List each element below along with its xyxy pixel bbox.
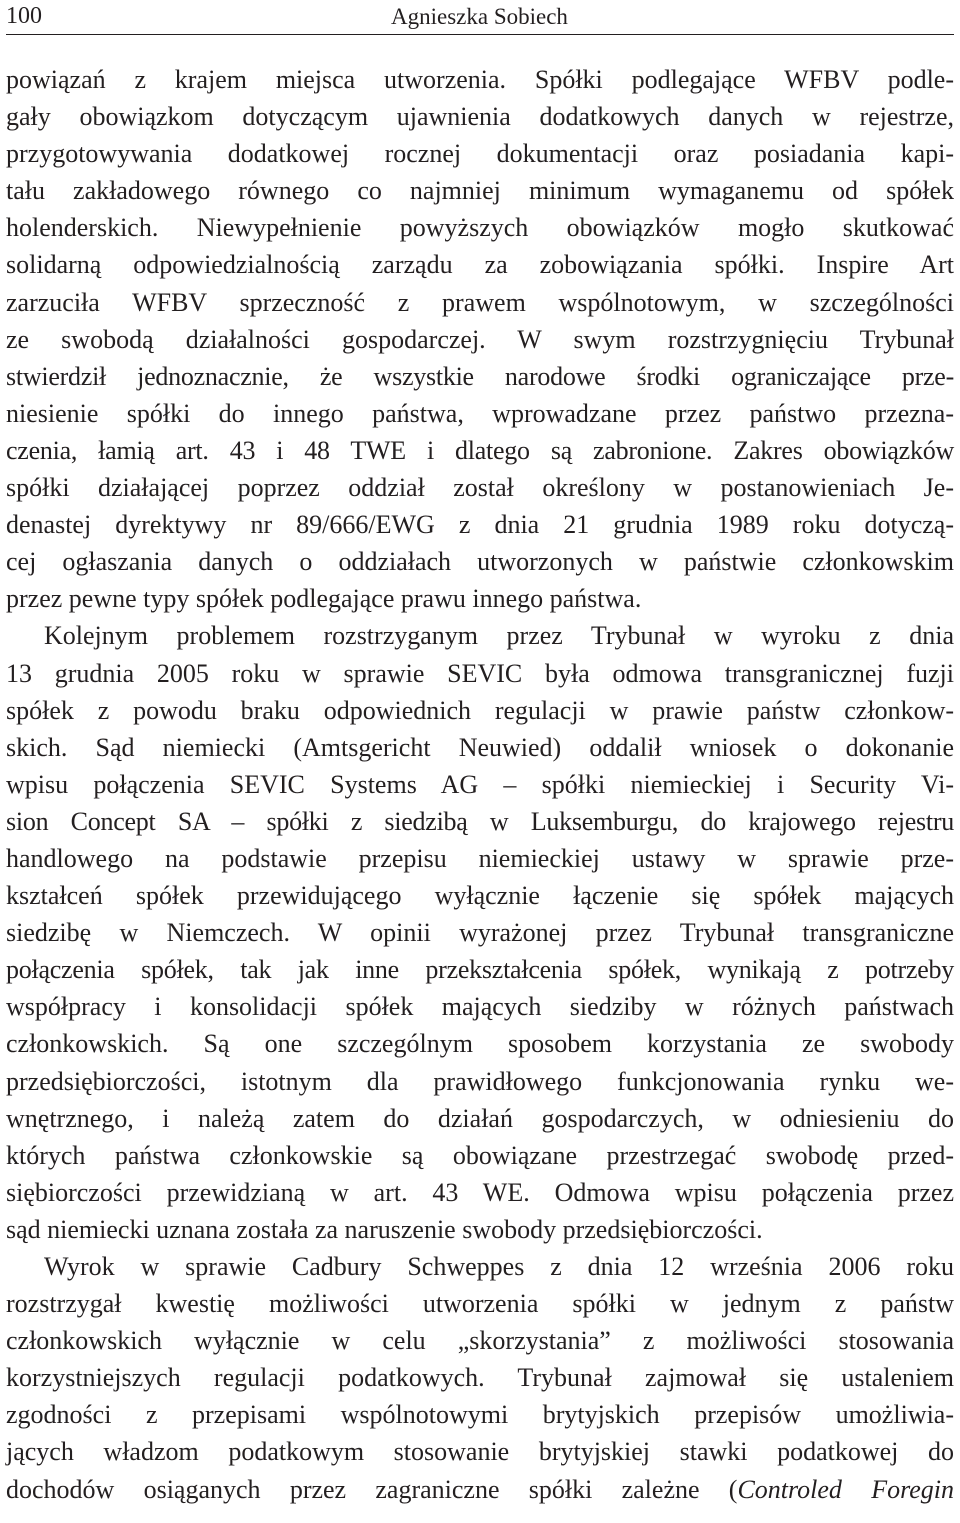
text-line: współpracy i konsolidacji spółek mających siedziby w różnych państwach bbox=[6, 992, 954, 1022]
text-line: członkowskich wyłącznie w celu „skorzystania” z możliwości stosowania bbox=[6, 1326, 954, 1356]
text-line: Kolejnym problemem rozstrzyganym przez Trybunał w wyroku z dnia bbox=[44, 621, 954, 651]
text-line: powiązań z krajem miejsca utworzenia. Spółki podlegające WFBV podle- bbox=[6, 65, 954, 94]
text-line: przygotowywania dodatkowej rocznej dokumentacji oraz posiadania kapi- bbox=[6, 139, 954, 169]
text-line: przedsiębiorczości, istotnym dla prawidłowego funkcjonowania rynku we- bbox=[6, 1066, 954, 1096]
text-line: wnętrznego, i należą zatem do działań gospodarczych, w odniesieniu do bbox=[6, 1103, 954, 1133]
running-header bbox=[6, 0, 954, 35]
text-line: zgodności z przepisami wspólnotowymi brytyjskich przepisów umożliwia- bbox=[6, 1400, 954, 1430]
text-line: gały obowiązkom dotyczącym ujawnienia dodatkowych danych w rejestrze, bbox=[6, 102, 954, 132]
text-line: handlowego na podstawie przepisu niemieckiej ustawy w sprawie prze- bbox=[6, 843, 954, 873]
text-line: spółek z powodu braku odpowiednich regulacji w prawie państw członkow- bbox=[6, 695, 954, 725]
page-number: 100 bbox=[6, 3, 42, 29]
text-line: niesienie spółki do innego państwa, wprowadzane przez państwo przezna- bbox=[6, 398, 954, 428]
running-head-author: Agnieszka Sobiech bbox=[391, 4, 568, 29]
text-line: Wyrok w sprawie Cadbury Schweppes z dnia 12 września 2006 roku bbox=[44, 1252, 954, 1281]
text-line: stwierdził jednoznacznie, że wszystkie narodowe środki ograniczające prze- bbox=[6, 361, 954, 391]
text-line: wpisu połączenia SEVIC Systems AG – spółki niemieckiej i Security Vi- bbox=[6, 769, 954, 799]
text-line: dochodów osiąganych przez zagraniczne spółki zależne (Controled Foregin bbox=[6, 1474, 955, 1504]
text-line: połączenia spółek, tak jak inne przekształcenia spółek, wynikają z potrzeby bbox=[6, 955, 954, 985]
text-line: sąd niemiecki uznana została za naruszenie swobody przedsiębiorczości. bbox=[6, 1214, 763, 1244]
text-line: jących władzom podatkowym stosowanie brytyjskiej stawki podatkowej do bbox=[6, 1437, 954, 1467]
text-line: siębiorczości przewidzianą w art. 43 WE. Odmowa wpisu połączenia przez bbox=[6, 1177, 954, 1207]
text-line: sion Concept SA – spółki z siedzibą w Luksemburgu, do krajowego rejestru bbox=[6, 806, 954, 836]
body-text bbox=[6, 61, 954, 1508]
text-line: czenia, łamią art. 43 i 48 TWE i dlatego są zabronione. Zakres obowiązków bbox=[6, 435, 954, 465]
text-line: solidarną odpowiedzialnością zarządu za zobowiązania spółki. Inspire Art bbox=[6, 250, 954, 280]
text-line: korzystniejszych regulacji podatkowych. Trybunał zajmował się ustaleniem bbox=[6, 1363, 954, 1393]
text-line: ze swobodą działalności gospodarczej. W swym rozstrzygnięciu Trybunał bbox=[6, 324, 954, 354]
text-line: denastej dyrektywy nr 89/666/EWG z dnia 21 grudnia 1989 roku dotyczą- bbox=[6, 510, 954, 540]
text-line: zarzuciła WFBV sprzeczność z prawem wspólnotowym, w szczególności bbox=[6, 287, 954, 317]
text-line: spółki działającej poprzez oddział został określony w postanowieniach Je- bbox=[6, 473, 954, 503]
text-line: skich. Sąd niemiecki (Amtsgericht Neuwied) oddalił wniosek o dokonanie bbox=[6, 732, 954, 762]
text-line: kształceń spółek przewidującego wyłącznie łączenie się spółek mających bbox=[6, 881, 954, 911]
text-line: przez pewne typy spółek podlegające prawu innego państwa. bbox=[6, 584, 642, 614]
text-line: członkowskich. Są one szczególnym sposobem korzystania ze swobody bbox=[6, 1029, 954, 1059]
text-line: których państwa członkowskie są obowiązane przestrzegać swobodę przed- bbox=[6, 1140, 954, 1170]
text-line: tału zakładowego równego co najmniej minimum wymaganemu od spółek bbox=[6, 176, 954, 206]
text-line: cej ogłaszania danych o oddziałach utworzonych w państwie członkowskim bbox=[6, 547, 954, 577]
text-line: siedzibę w Niemczech. W opinii wyrażonej przez Trybunał transgraniczne bbox=[6, 918, 954, 948]
text-line: holenderskich. Niewypełnienie powyższych obowiązków mogło skutkować bbox=[6, 213, 954, 243]
text-line: rozstrzygał kwestię możliwości utworzenia spółki w jednym z państw bbox=[6, 1289, 954, 1319]
text-line: 13 grudnia 2005 roku w sprawie SEVIC była odmowa transgranicznej fuzji bbox=[6, 658, 954, 688]
italic-title: Controled Foregin bbox=[737, 1474, 955, 1504]
